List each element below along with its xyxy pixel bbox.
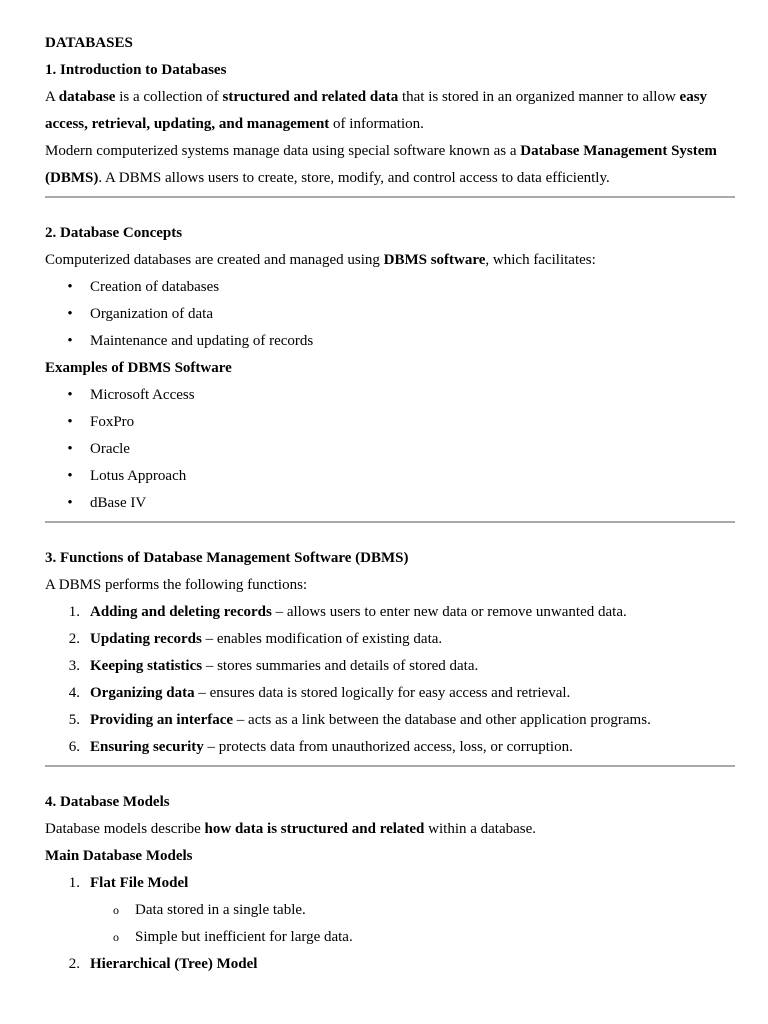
section-4-intro: Database models describe how data is structured and related within a database. [45,821,537,837]
list-item: 5. Providing an interface – acts as a link between the database and other application programs. [68,712,651,728]
bullet-icon: • [67,333,73,349]
bullet-icon: • [67,306,73,322]
bullet-icon: • [67,468,73,484]
flat-file-details-list [45,897,735,951]
bullet-icon: • [67,279,73,295]
section-1-paragraph-2: Modern computerized systems manage data using special software known as a Database Management System (DBMS). A DBMS allows users to create, store, modify, and control access to data efficiently. [45,143,717,186]
list-item: • Oracle [45,436,735,463]
document-title: DATABASES [45,35,133,51]
database-models-list-continued [45,951,735,978]
section-1-heading: 1. Introduction to Databases [45,62,227,78]
list-item: • Lotus Approach [45,463,735,490]
section-4-heading: 4. Database Models [45,794,170,810]
list-item: 2. Updating records – enables modification of existing data. [68,631,443,647]
list-item: 2. Hierarchical (Tree) Model [68,956,258,972]
circle-bullet-icon: o [113,930,119,944]
examples-heading: Examples of DBMS Software [45,360,232,376]
list-item: • Creation of databases [45,274,735,301]
section-3-intro: A DBMS performs the following functions: [45,577,308,593]
list-item: • Organization of data [45,301,735,328]
list-item: • Maintenance and updating of records [45,328,735,355]
bullet-icon: • [67,495,73,511]
section-2-intro: Computerized databases are created and managed using DBMS software, which facilitates: [45,252,596,268]
dbms-functions-list [45,599,735,761]
section-divider [45,521,735,523]
bullet-icon: • [67,414,73,430]
list-item: 1. Adding and deleting records – allows users to enter new data or remove unwanted data. [68,604,627,620]
bullet-icon: • [67,387,73,403]
dbms-facilities-list [45,274,735,355]
section-2-heading: 2. Database Concepts [45,225,183,241]
list-item: • Microsoft Access [45,382,735,409]
list-item: 6. Ensuring security – protects data from unauthorized access, loss, or corruption. [68,739,573,755]
list-item: 4. Organizing data – ensures data is stored logically for easy access and retrieval. [68,685,571,701]
list-item: o Simple but inefficient for large data. [90,924,735,951]
list-item: o Data stored in a single table. [90,897,735,924]
list-item: 1. Flat File Model [68,875,189,891]
dbms-examples-list [45,382,735,517]
section-1-paragraph-1: A database is a collection of structured and related data that is stored in an organized manner to allow easy access, retrieval, updating, and management of information. [45,89,708,132]
circle-bullet-icon: o [113,903,119,917]
section-3-heading: 3. Functions of Database Management Software (DBMS) [45,550,409,566]
bullet-icon: • [67,441,73,457]
list-item: • FoxPro [45,409,735,436]
document-page [45,30,735,978]
section-divider [45,196,735,198]
main-models-heading: Main Database Models [45,848,193,864]
list-item: 3. Keeping statistics – stores summaries and details of stored data. [68,658,479,674]
section-divider [45,765,735,767]
database-models-list [45,870,735,897]
list-item: • dBase IV [45,490,735,517]
